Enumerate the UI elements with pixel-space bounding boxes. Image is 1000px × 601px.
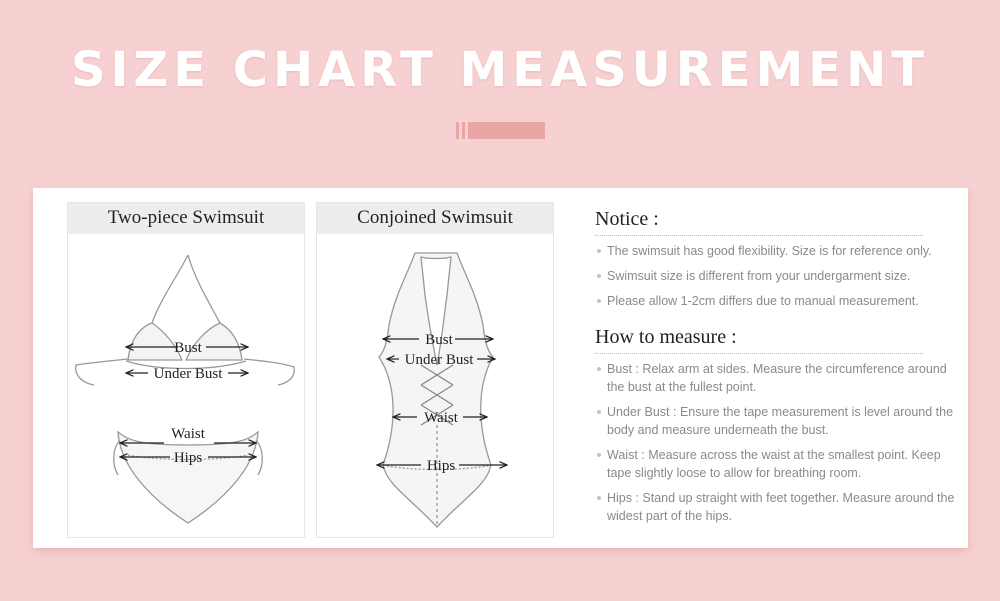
two-piece-swimsuit-illustration (68, 235, 304, 537)
notice-item: The swimsuit has good flexibility. Size is for reference only. (595, 242, 965, 260)
notice-item: Swimsuit size is different from your undergarment size. (595, 267, 965, 285)
notice-heading: Notice : (595, 208, 923, 236)
measure-item-waist: Waist : Measure across the waist at the smallest point. Keep tape slightly loose to allow for breathing room. (595, 446, 965, 482)
title-accent-bar (456, 122, 545, 139)
two-piece-panel (67, 202, 305, 538)
two-piece-hips-label: Hips (173, 450, 203, 466)
notes-section (595, 208, 965, 532)
conjoined-bust-label: Bust (425, 332, 453, 348)
conjoined-swimsuit-illustration (317, 235, 553, 537)
measure-item-hips: Hips : Stand up straight with feet together. Measure around the widest part of the hips. (595, 489, 965, 525)
two-piece-waist-label: Waist (171, 426, 205, 442)
conjoined-panel (316, 202, 554, 538)
two-piece-under-bust-label: Under Bust (153, 366, 223, 382)
notice-item: Please allow 1-2cm differs due to manual measurement. (595, 292, 965, 310)
page-title: SIZE CHART MEASUREMENT (70, 42, 929, 98)
conjoined-under-bust-label: Under Bust (404, 352, 474, 368)
how-to-measure-list (595, 360, 965, 525)
conjoined-waist-label: Waist (424, 410, 458, 426)
conjoined-hips-label: Hips (426, 458, 456, 474)
measure-item-bust: Bust : Relax arm at sides. Measure the circumference around the bust at the fullest point. (595, 360, 965, 396)
conjoined-title: Conjoined Swimsuit (317, 203, 553, 234)
two-piece-title: Two-piece Swimsuit (68, 203, 304, 234)
two-piece-bust-label: Bust (174, 340, 202, 356)
how-to-measure-heading: How to measure : (595, 326, 923, 354)
measure-item-under-bust: Under Bust : Ensure the tape measurement is level around the body and measure underneath the bust. (595, 403, 965, 439)
notice-list (595, 242, 965, 310)
size-chart-card (33, 188, 968, 548)
